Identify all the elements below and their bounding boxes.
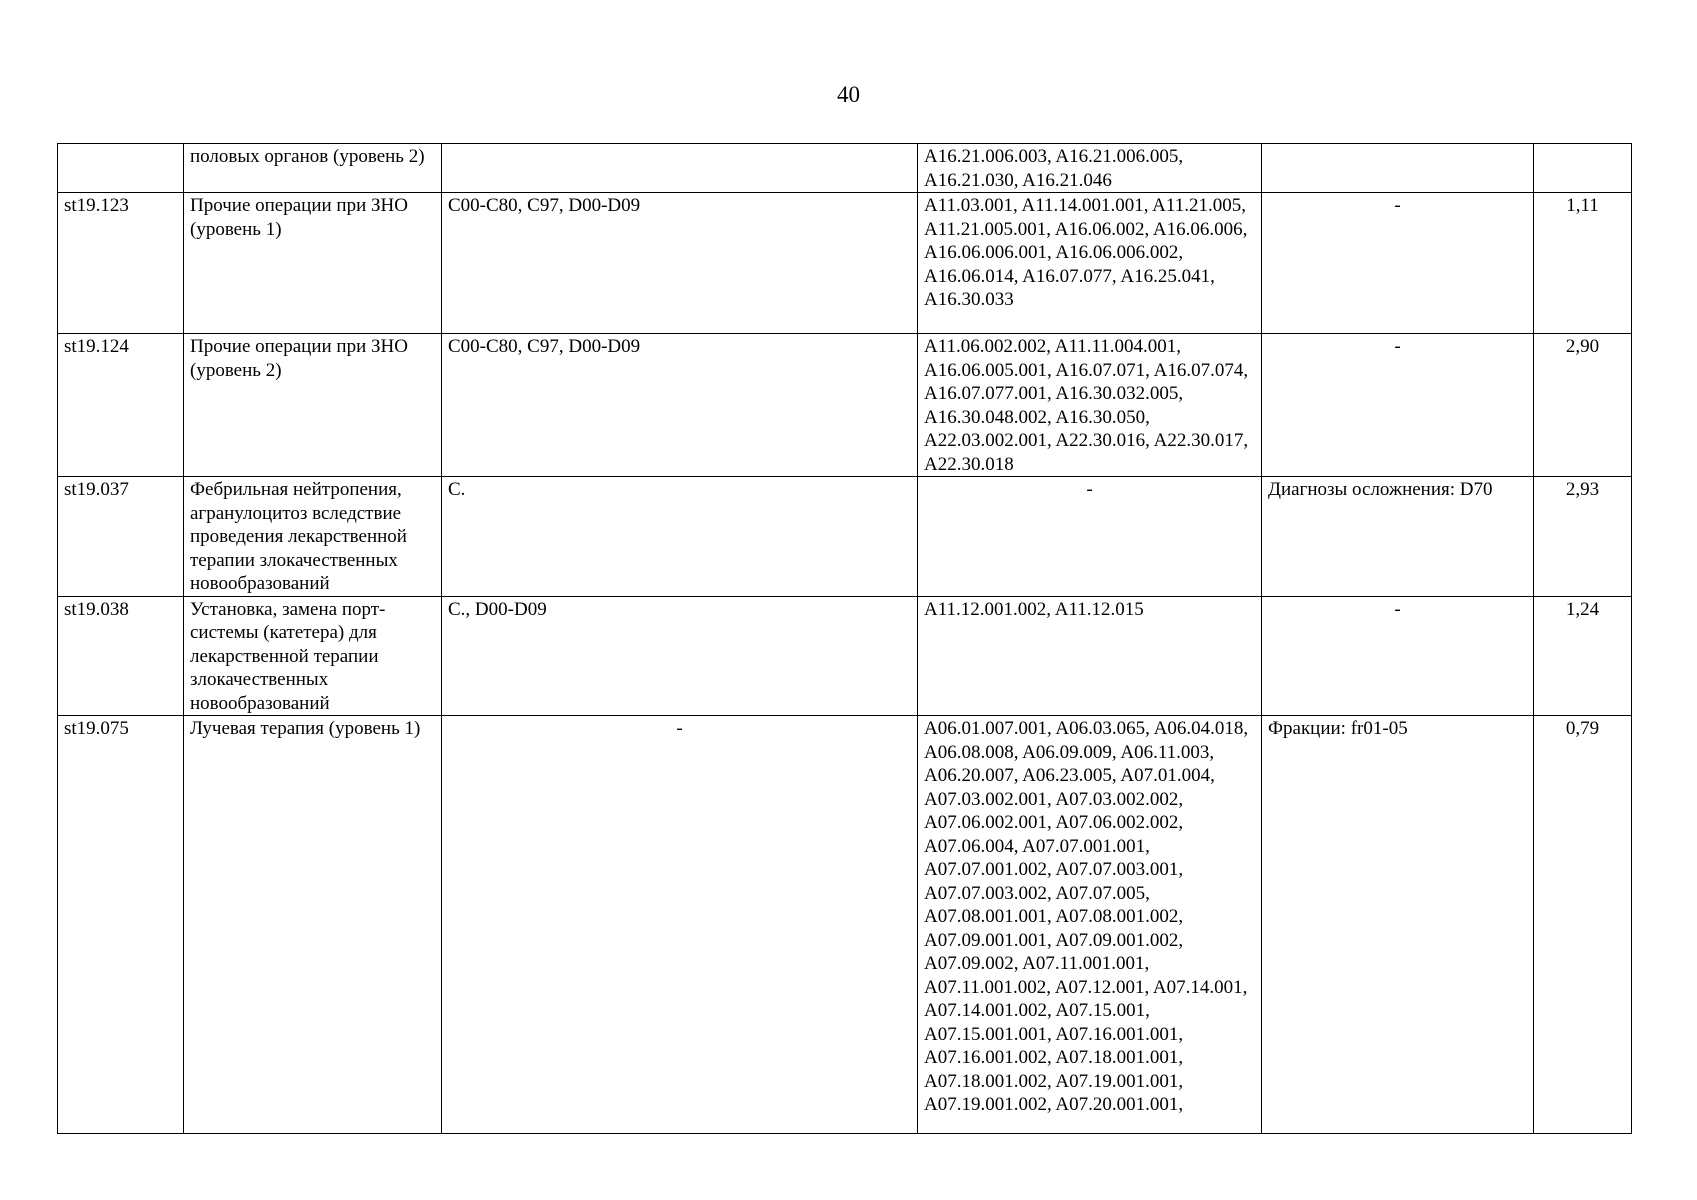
code-cell: st19.038 (58, 596, 184, 716)
other-criteria-cell: - (1262, 596, 1534, 716)
table-row (58, 144, 1632, 193)
name-cell: Установка, замена порт-системы (катетера) для лекарственной терапии злокачественных новообразований (184, 596, 442, 716)
diagnoses-cell (442, 144, 918, 193)
page-number: 40 (837, 82, 860, 107)
other-criteria-cell: - (1262, 334, 1534, 477)
other-criteria-cell: Диагнозы осложнения: D70 (1262, 477, 1534, 597)
name-cell: Лучевая терапия (уровень 1) (184, 716, 442, 1134)
coefficient-cell (1534, 144, 1632, 193)
code-cell: st19.075 (58, 716, 184, 1134)
coefficient-cell: 2,93 (1534, 477, 1632, 597)
diagnoses-cell: C., D00-D09 (442, 596, 918, 716)
diagnoses-cell: C00-C80, C97, D00-D09 (442, 193, 918, 334)
table-row (58, 477, 1632, 597)
table-row (58, 334, 1632, 477)
diagnoses-cell: C. (442, 477, 918, 597)
code-cell: st19.123 (58, 193, 184, 334)
code-cell: st19.037 (58, 477, 184, 597)
name-cell: Прочие операции при ЗНО (уровень 1) (184, 193, 442, 334)
services-cell: A16.21.006.003, A16.21.006.005, A16.21.030, A16.21.046 (918, 144, 1262, 193)
services-cell: A06.01.007.001, A06.03.065, A06.04.018, A06.08.008, A06.09.009, A06.11.003, A06.20.007, A06.23.005, A07.01.004, A07.03.002.001, A07.03.002.002, A07.06.002.001, A07.06.002.002, A07.06.004, A07.07.001.001, A07.07.001.002, A07.07.003.001, A07.07.003.002, A07.07.005, A07.08.001.001, A07.08.001.002, A07.09.001.001, A07.09.001.002, A07.09.002, A07.11.001.001, A07.11.001.002, A07.12.001, A07.14.001, A07.14.001.002, A07.15.001, A07.15.001.001, A07.16.001.001, A07.16.001.002, A07.18.001.001, A07.18.001.002, A07.19.001.001, A07.19.001.002, A07.20.001.001, (918, 716, 1262, 1134)
diagnoses-cell: C00-C80, C97, D00-D09 (442, 334, 918, 477)
coefficient-cell: 2,90 (1534, 334, 1632, 477)
code-cell (58, 144, 184, 193)
name-cell: половых органов (уровень 2) (184, 144, 442, 193)
services-cell: - (918, 477, 1262, 597)
name-cell: Фебрильная нейтропения, агранулоцитоз вследствие проведения лекарственной терапии злокачественных новообразований (184, 477, 442, 597)
coefficient-cell: 1,11 (1534, 193, 1632, 334)
services-cell: A11.06.002.002, A11.11.004.001, A16.06.005.001, A16.07.071, A16.07.074, A16.07.077.001, A16.30.032.005, A16.30.048.002, A16.30.050, A22.03.002.001, A22.30.016, A22.30.017, A22.30.018 (918, 334, 1262, 477)
coefficient-cell: 0,79 (1534, 716, 1632, 1134)
coefficient-cell: 1,24 (1534, 596, 1632, 716)
services-cell: A11.12.001.002, A11.12.015 (918, 596, 1262, 716)
diagnoses-cell: - (442, 716, 918, 1134)
name-cell: Прочие операции при ЗНО (уровень 2) (184, 334, 442, 477)
tariff-table (57, 143, 1632, 1134)
other-criteria-cell (1262, 144, 1534, 193)
table-row (58, 596, 1632, 716)
table-row (58, 193, 1632, 334)
services-cell: A11.03.001, A11.14.001.001, A11.21.005, A11.21.005.001, A16.06.002, A16.06.006, A16.06.006.001, A16.06.006.002, A16.06.014, A16.07.077, A16.25.041, A16.30.033 (918, 193, 1262, 334)
other-criteria-cell: - (1262, 193, 1534, 334)
other-criteria-cell: Фракции: fr01-05 (1262, 716, 1534, 1134)
table-row (58, 716, 1632, 1134)
code-cell: st19.124 (58, 334, 184, 477)
